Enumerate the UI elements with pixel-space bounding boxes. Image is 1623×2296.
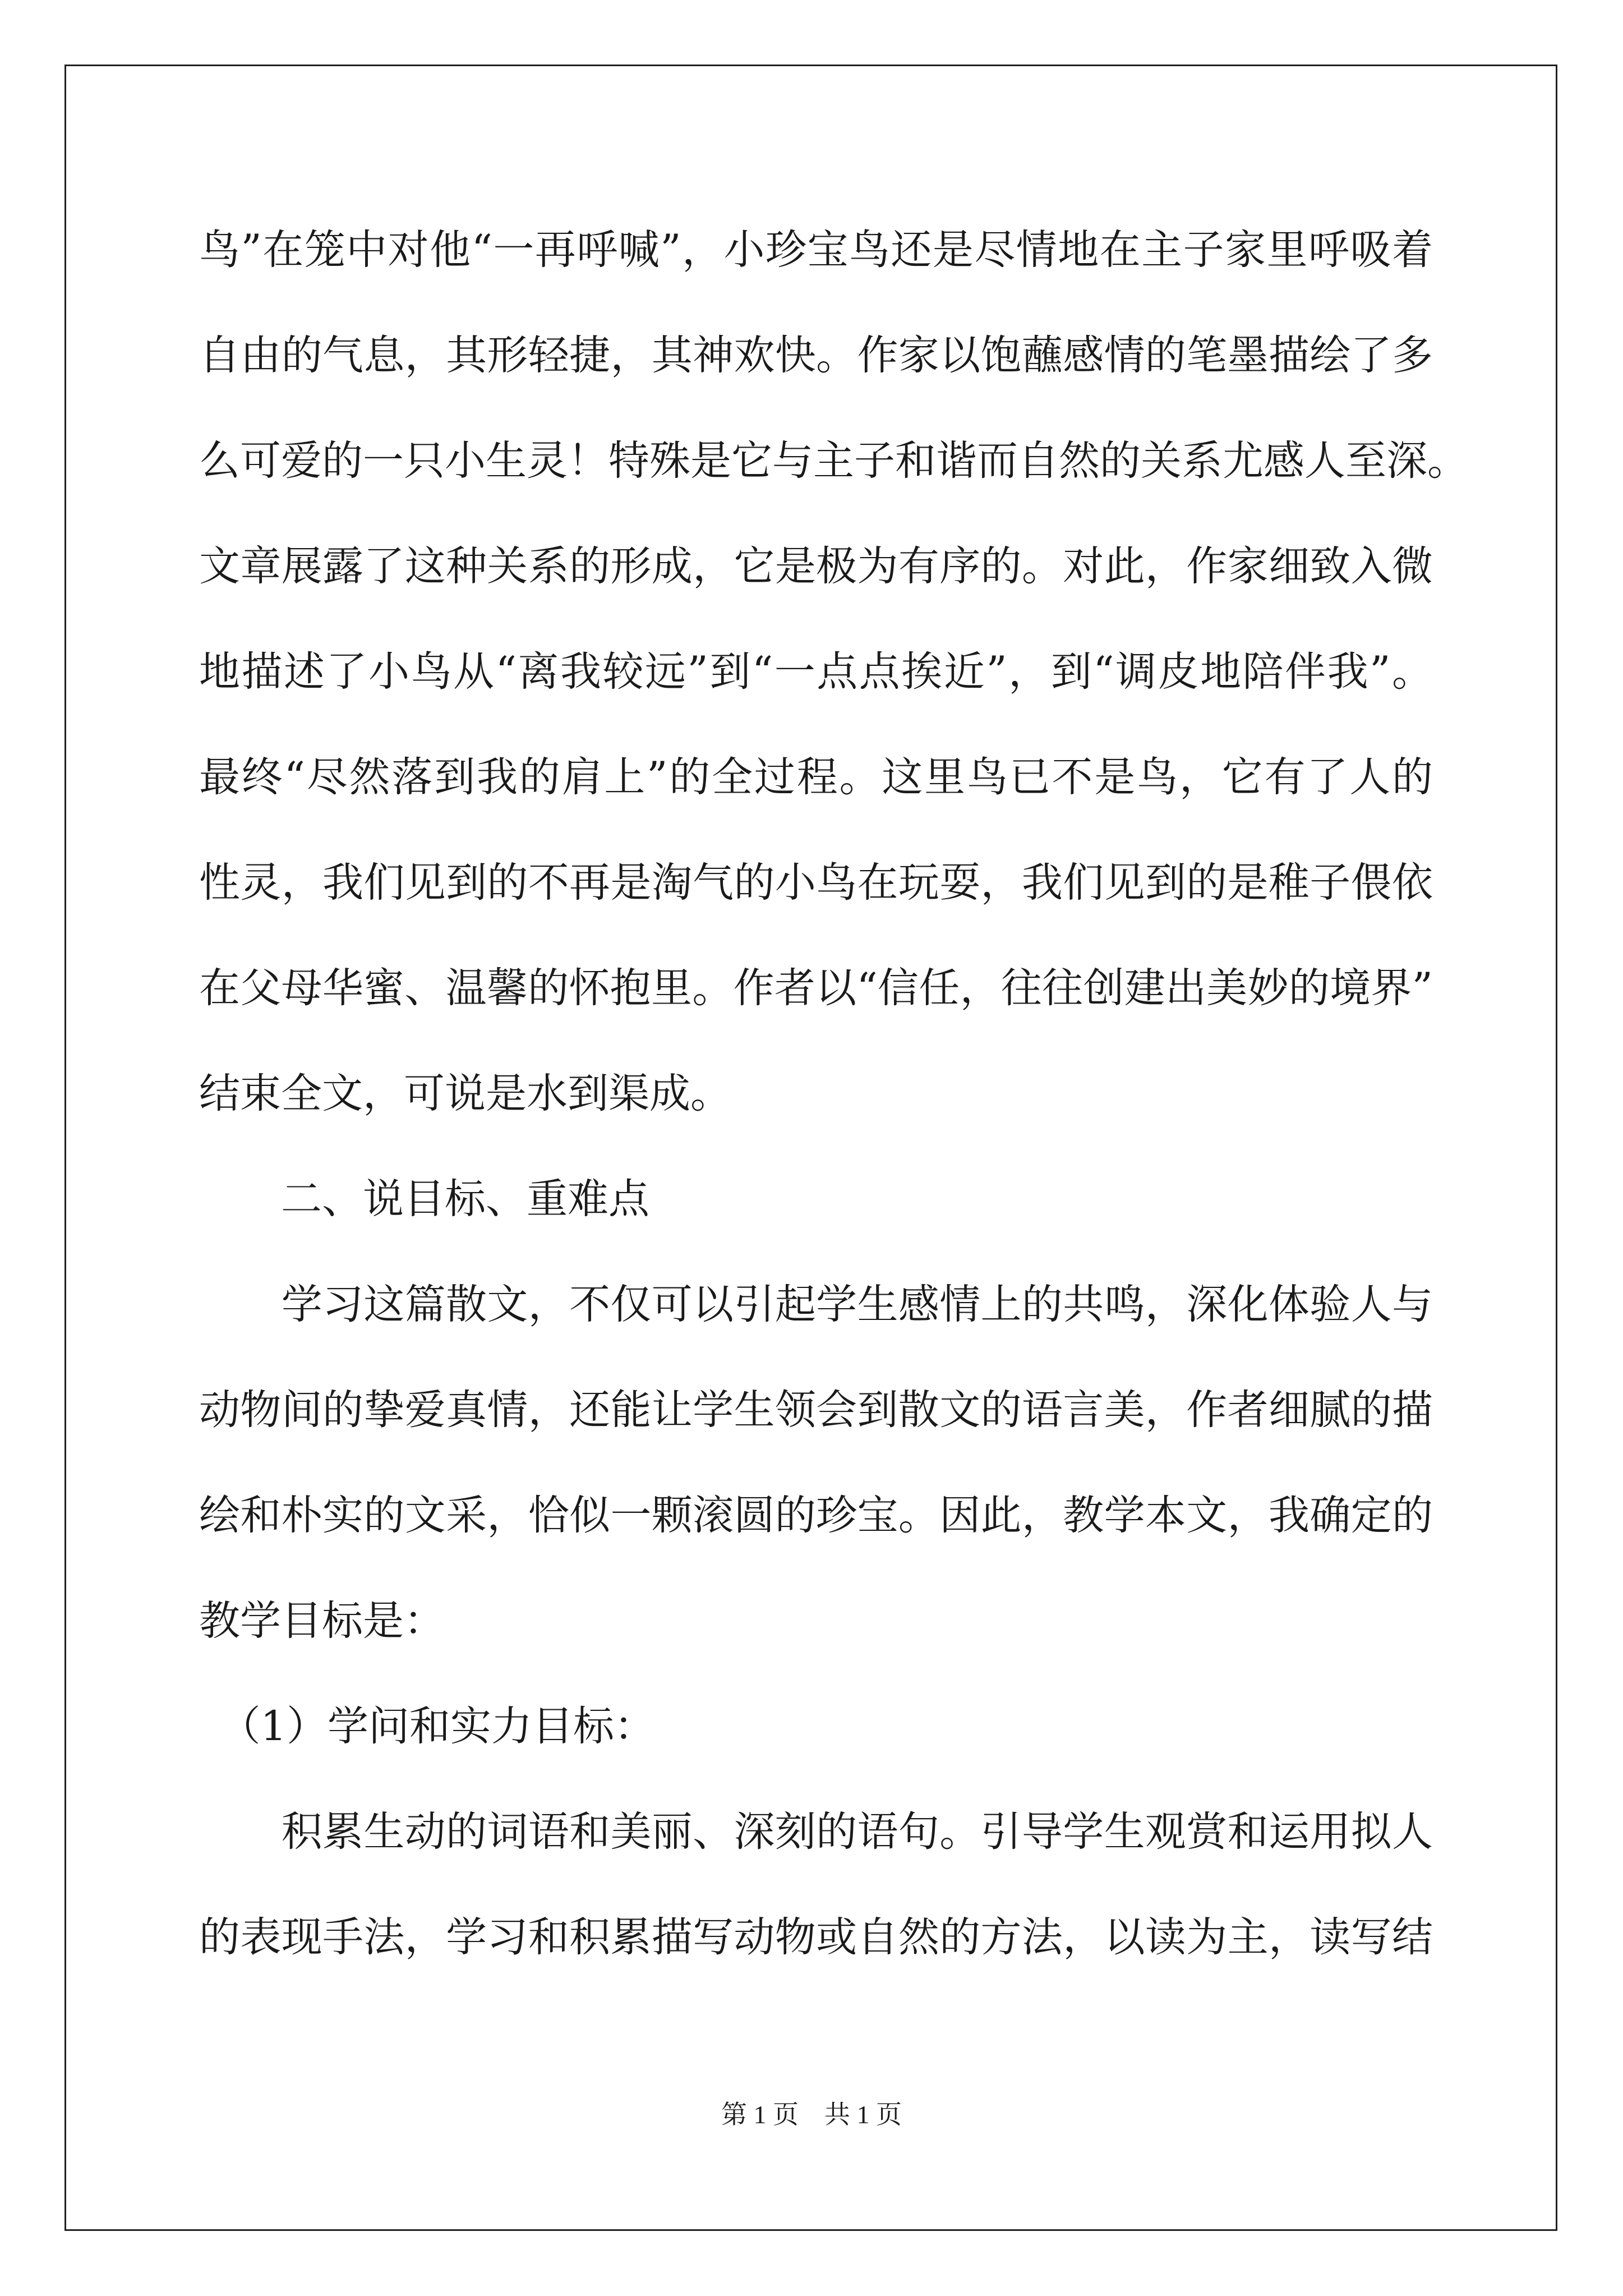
body-line-9: 结束全文，可说是水到渠成。	[199, 1070, 731, 1117]
body-line-1: 鸟”在笼中对他“一再呼喊”，小珍宝鸟还是尽情地在主子家里呼吸着	[199, 226, 1433, 274]
body-line-2: 自由的气息，其形轻捷，其神欢快。作家以饱蘸感情的笔墨描绘了多	[199, 332, 1433, 379]
body-line-7: 性灵，我们见到的不再是淘气的小鸟在玩耍，我们见到的是稚子偎依	[199, 859, 1433, 907]
page-border	[64, 65, 1557, 2231]
section-heading: 二、说目标、重难点	[199, 1175, 649, 1223]
body-line-16: 积累生动的词语和美丽、深刻的语句。引导学生观赏和运用拟人	[199, 1808, 1433, 1856]
body-line-4: 文章展露了这种关系的形成，它是极为有序的。对此，作家细致入微	[199, 542, 1433, 590]
body-line-3: 么可爱的一只小生灵！特殊是它与主子和谐而自然的关系尤感人至深。	[199, 437, 1468, 485]
body-line-12: 动物间的挚爱真情，还能让学生领会到散文的语言美，作者细腻的描	[199, 1386, 1433, 1434]
body-line-6: 最终“尽然落到我的肩上”的全过程。这里鸟已不是鸟，它有了人的	[199, 753, 1433, 801]
page-footer: 第 1 页 共 1 页	[721, 2100, 902, 2129]
body-line-14: 教学目标是：	[199, 1597, 445, 1645]
body-line-13: 绘和朴实的文采，恰似一颗滚圆的珍宝。因此，教学本文，我确定的	[199, 1492, 1433, 1539]
body-line-17: 的表现手法，学习和积累描写动物或自然的方法，以读为主，读写结	[199, 1913, 1433, 1961]
body-line-11: 学习这篇散文，不仅可以引起学生感情上的共鸣，深化体验人与	[199, 1281, 1433, 1328]
body-line-5: 地描述了小鸟从“离我较远”到“一点点挨近”，到“调皮地陪伴我”。	[199, 648, 1433, 696]
subheading: （1）学问和实力目标：	[199, 1703, 655, 1750]
body-line-8: 在父母华蜜、温馨的怀抱里。作者以“信任，往往创建出美妙的境界”	[199, 964, 1433, 1012]
